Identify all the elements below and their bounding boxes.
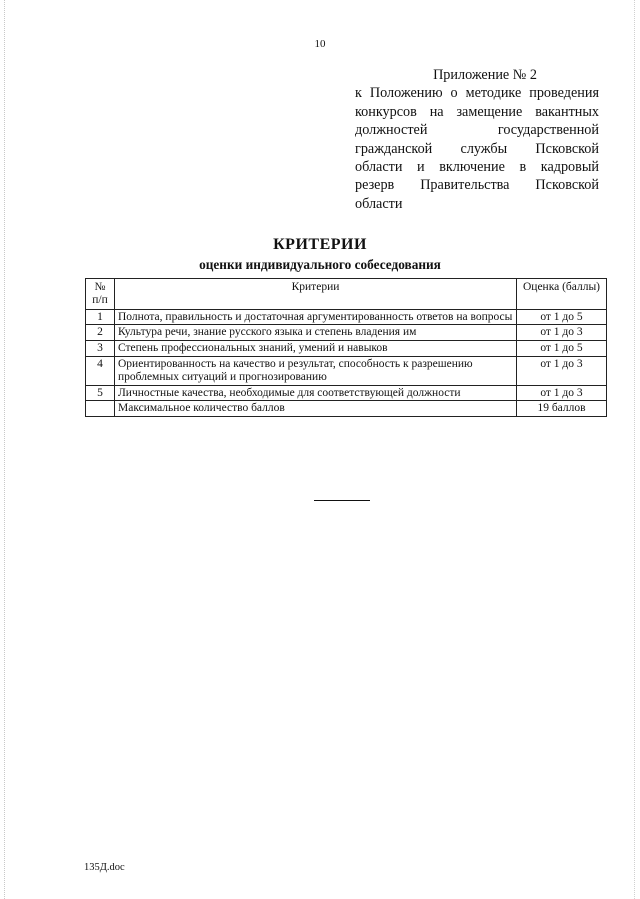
annex-line [355, 140, 599, 158]
annex-word: замещение [456, 103, 523, 120]
page-number: 10 [314, 38, 326, 50]
row-criteria: Культура речи, знание русского языка и степень владения им [115, 325, 517, 341]
table-total-row [86, 401, 607, 417]
annex-text [355, 84, 599, 194]
annex-word: Псковской [535, 140, 599, 157]
header-score: Оценка (баллы) [517, 279, 607, 310]
annex-word: области [355, 159, 403, 176]
row-number: 2 [86, 325, 115, 341]
footer-filename: 135Д.doc [84, 862, 125, 873]
row-score: от 1 до 5 [517, 341, 607, 357]
annex-word: к [355, 85, 362, 102]
annex-word: гражданской [355, 140, 433, 157]
annex-word: Псковской [535, 177, 599, 194]
annex-word: государственной [497, 122, 599, 139]
document-subtitle: оценки индивидуального собеседования [199, 257, 441, 272]
annex-line [355, 84, 599, 102]
annex-word: вакантных [535, 103, 599, 120]
annex-word: на [429, 103, 444, 120]
row-criteria: Полнота, правильность и достаточная аргументированность ответов на вопросы [115, 309, 517, 325]
row-number: 5 [86, 385, 115, 401]
annex-line [355, 195, 599, 213]
row-score: от 1 до 3 [517, 325, 607, 341]
annex-block [355, 66, 599, 213]
header-number: № п/п [86, 279, 115, 310]
table-row [86, 385, 607, 401]
table-row [86, 309, 607, 325]
annex-line [355, 103, 599, 121]
row-criteria: Личностные качества, необходимые для соответствующей должности [115, 385, 517, 401]
table-body [86, 309, 607, 417]
annex-word: и [417, 159, 425, 176]
annex-line [355, 121, 599, 139]
annex-word: конкурсов [355, 103, 417, 120]
annex-word: в [519, 159, 527, 176]
row-criteria: Степень профессиональных знаний, умений и навыков [115, 341, 517, 357]
annex-line [355, 158, 599, 176]
annex-word: области [355, 195, 403, 212]
row-number: 4 [86, 356, 115, 385]
scan-edge-right [634, 0, 636, 899]
table-header-row [86, 279, 607, 310]
annex-line [355, 176, 599, 194]
document-title: КРИТЕРИИ [273, 236, 367, 253]
annex-word: включение [439, 159, 505, 176]
total-label: Максимальное количество баллов [115, 401, 517, 417]
annex-word: резерв [355, 177, 395, 194]
scan-edge-left [4, 0, 6, 899]
row-score: от 1 до 3 [517, 385, 607, 401]
row-score: от 1 до 5 [517, 309, 607, 325]
annex-title: Приложение № 2 [433, 67, 537, 83]
annex-word: кадровый [540, 159, 599, 176]
total-score: 19 баллов [517, 401, 607, 417]
table-row [86, 341, 607, 357]
table-row [86, 325, 607, 341]
annex-word: о [450, 85, 458, 102]
row-score: от 1 до 3 [517, 356, 607, 385]
row-number: 3 [86, 341, 115, 357]
total-number-cell [86, 401, 115, 417]
closing-rule [314, 500, 370, 501]
annex-word: методике [465, 85, 522, 102]
table-row [86, 356, 607, 385]
header-criteria: Критерии [115, 279, 517, 310]
annex-word: должностей [355, 122, 428, 139]
annex-word: Положению [369, 85, 443, 102]
criteria-table [85, 278, 607, 417]
annex-word: проведения [529, 85, 599, 102]
annex-word: Правительства [420, 177, 510, 194]
row-number: 1 [86, 309, 115, 325]
row-criteria: Ориентированность на качество и результат, способность к разрешению проблемных ситуаций и прогнозированию [115, 356, 517, 385]
annex-word: службы [460, 140, 508, 157]
